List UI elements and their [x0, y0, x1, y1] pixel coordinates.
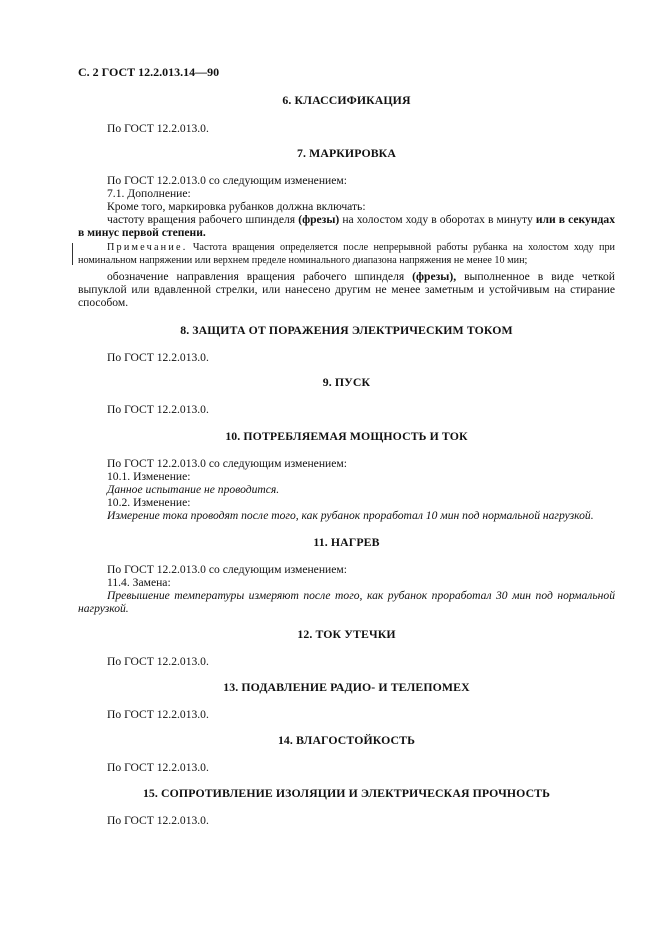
item-1-text-c: на холостом ходу в оборотах в минуту	[342, 213, 533, 226]
section-10-line-5: Измерение тока проводят после того, как рубанок проработал 10 мин под нормальной нагрузкой.	[107, 509, 594, 522]
section-15-title: 15. СОПРОТИВЛЕНИЕ ИЗОЛЯЦИИ И ЭЛЕКТРИЧЕСКАЯ ПРОЧНОСТЬ	[142, 786, 551, 800]
section-6-text: По ГОСТ 12.2.013.0.	[107, 122, 209, 135]
section-10-line-2: 10.1. Изменение:	[107, 470, 191, 483]
section-14-text: По ГОСТ 12.2.013.0.	[107, 761, 209, 774]
section-7-body	[78, 174, 615, 309]
section-7-line-3: Кроме того, маркировка рубанков должна включать:	[107, 200, 366, 213]
section-6-title: 6. КЛАССИФИКАЦИЯ	[282, 93, 411, 107]
section-9-text: По ГОСТ 12.2.013.0.	[107, 403, 209, 416]
section-10-line-3: Данное испытание не проводится.	[107, 483, 280, 496]
section-8-text: По ГОСТ 12.2.013.0.	[107, 351, 209, 364]
section-11-line-1: По ГОСТ 12.2.013.0 со следующим изменением:	[107, 563, 347, 576]
section-7-item-1	[78, 213, 615, 239]
section-11-title: 11. НАГРЕВ	[313, 535, 380, 549]
item-1-text-a: частоту вращения рабочего шпинделя	[107, 213, 296, 226]
section-15-text: По ГОСТ 12.2.013.0.	[107, 814, 209, 827]
item-2-text-a: обозначение направления вращения рабочего шпинделя	[107, 270, 405, 283]
section-14-title: 14. ВЛАГОСТОЙКОСТЬ	[277, 733, 416, 747]
change-bar	[72, 243, 73, 265]
section-10-body	[78, 457, 615, 522]
section-7-title: 7. МАРКИРОВКА	[297, 146, 396, 160]
section-12-title: 12. ТОК УТЕЧКИ	[297, 627, 396, 641]
note-label: Примечание.	[107, 242, 188, 253]
section-13-text: По ГОСТ 12.2.013.0.	[107, 708, 209, 721]
section-11-line-3: Превышение температуры измеряют после того, как рубанок проработал 30 мин под нормальной нагрузкой.	[78, 589, 615, 615]
item-2-text-c: выполненное в виде четкой выпуклой или вдавленной стрелки, или нанесено другим не менее заметным и устойчивым на стирание способом.	[78, 270, 615, 309]
section-7-line-1: По ГОСТ 12.2.013.0 со следующим изменением:	[107, 174, 347, 187]
section-7-item-2	[78, 270, 615, 309]
running-header: С. 2 ГОСТ 12.2.013.14—90	[78, 65, 220, 79]
section-13-title: 13. ПОДАВЛЕНИЕ РАДИО- И ТЕЛЕПОМЕХ	[223, 680, 470, 694]
section-7-line-2: 7.1. Дополнение:	[107, 187, 191, 200]
item-1-bold-b: (фрезы)	[298, 213, 340, 226]
section-7-note	[78, 241, 615, 267]
note-text: Частота вращения определяется после непрерывной работы рубанка на холостом ходу при номинальном напряжении или верхнем пределе номинального диапазона напряжения не менее 10 мин;	[78, 242, 615, 266]
section-9-title: 9. ПУСК	[322, 375, 371, 389]
section-8-title: 8. ЗАЩИТА ОТ ПОРАЖЕНИЯ ЭЛЕКТРИЧЕСКИМ ТОКОМ	[180, 323, 513, 337]
section-12-text: По ГОСТ 12.2.013.0.	[107, 655, 209, 668]
section-10-title: 10. ПОТРЕБЛЯЕМАЯ МОЩНОСТЬ И ТОК	[225, 429, 468, 443]
section-11-line-2: 11.4. Замена:	[107, 576, 171, 589]
section-11-body	[78, 563, 615, 615]
item-1-bold-d: или в секундах в минус первой степени.	[78, 213, 615, 239]
section-10-line-4: 10.2. Изменение:	[107, 496, 191, 509]
item-2-bold-b: (фрезы),	[412, 270, 457, 283]
section-10-line-1: По ГОСТ 12.2.013.0 со следующим изменением:	[107, 457, 347, 470]
